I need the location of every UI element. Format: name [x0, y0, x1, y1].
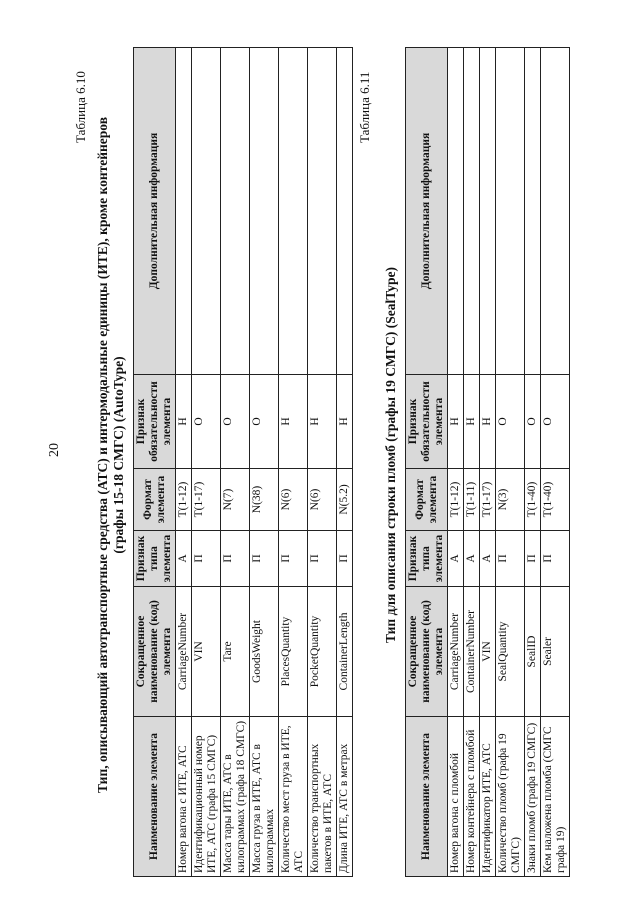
- table2-cell: ContainerNumber: [464, 587, 480, 717]
- table1-cell: О: [192, 375, 221, 469]
- table1-cell: О: [221, 375, 250, 469]
- table1-cell: GoodsWeight: [250, 587, 279, 717]
- table2-cell: А: [448, 531, 464, 587]
- table1-row: [221, 48, 250, 877]
- table2-cell: T(1-11): [464, 469, 480, 531]
- table2-row: [541, 48, 570, 877]
- table2-cell: Н: [448, 375, 464, 469]
- table2-cell: А: [480, 531, 496, 587]
- table2-cell: П: [541, 531, 570, 587]
- table1-cell: П: [337, 531, 353, 587]
- table1-cell: CarriageNumber: [176, 587, 192, 717]
- table2-cell: SealQuantity: [496, 587, 525, 717]
- table1-header-row: [134, 48, 176, 877]
- table2-cell: Sealer: [541, 587, 570, 717]
- table1-cell: N(6): [279, 469, 308, 531]
- table2-cell: [464, 48, 480, 375]
- table1-header-cell: Наименование элемента: [134, 717, 176, 877]
- table1-cell: Длина ИТЕ, АТС в метрах: [337, 717, 353, 877]
- table1-cell: Идентификационный номер ИТЕ, АТС (графа 15 СМГС): [192, 717, 221, 877]
- table1-cell: [308, 48, 337, 375]
- table1-cell: [192, 48, 221, 375]
- table1-cell: ContainerLength: [337, 587, 353, 717]
- table2-header-row: [406, 48, 448, 877]
- table2-cell: Кем наложена пломба (СМГС графа 19): [541, 717, 570, 877]
- table2-cell: П: [525, 531, 541, 587]
- table2-cell: Знаки пломб (графа 19 СМГС): [525, 717, 541, 877]
- table1-title: Тип, описывающий автотранспортные средства (АТС) и интермодальные единицы (ИТЕ), кроме контейнеров (графы 15-18 СМГС) (AutoType): [95, 117, 126, 793]
- table2-header-cell: Формат элемента: [406, 469, 448, 531]
- table1-row: [279, 48, 308, 877]
- table1-cell: N(6): [308, 469, 337, 531]
- table2-cell: T(1-17): [480, 469, 496, 531]
- table2-cell: [525, 48, 541, 375]
- table1-header-cell: Формат элемента: [134, 469, 176, 531]
- table2-cell: П: [496, 531, 525, 587]
- table1-cell: [279, 48, 308, 375]
- table1-cell: T(1-17): [192, 469, 221, 531]
- table2-cell: О: [541, 375, 570, 469]
- table2-row: [525, 48, 541, 877]
- table2-cell: CarriageNumber: [448, 587, 464, 717]
- table1-cell: Масса тары ИТЕ, АТС в килограммах (графа 18 СМГС): [221, 717, 250, 877]
- table2-row: [480, 48, 496, 877]
- table2-header-cell: Сокращенное наименование (код) элемента: [406, 587, 448, 717]
- table1-cell: [250, 48, 279, 375]
- table1-cell: Номер вагона с ИТЕ, АТС: [176, 717, 192, 877]
- table1-cell: О: [250, 375, 279, 469]
- table1-cell: Н: [279, 375, 308, 469]
- table2-cell: [448, 48, 464, 375]
- table1-header-cell: Сокращенное наименование (код) элемента: [134, 587, 176, 717]
- table2-header-cell: Признак типа элемента: [406, 531, 448, 587]
- table1-cell: Количество транспортных пакетов в ИТЕ, АТС: [308, 717, 337, 877]
- table2-cell: Н: [480, 375, 496, 469]
- table2-cell: Н: [464, 375, 480, 469]
- table1-cell: [337, 48, 353, 375]
- table1-cell: П: [279, 531, 308, 587]
- table1-cell: Tare: [221, 587, 250, 717]
- table1-cell: PocketQuantity: [308, 587, 337, 717]
- table2-cell: T(1-40): [541, 469, 570, 531]
- table1-cell: [221, 48, 250, 375]
- table1-cell: N(7): [221, 469, 250, 531]
- table2-cell: О: [525, 375, 541, 469]
- table1-cell: N(5.2): [337, 469, 353, 531]
- table1-cell: Масса груза в ИТЕ, АТС в килограммах: [250, 717, 279, 877]
- table2-cell: [480, 48, 496, 375]
- table1-cell: PlacesQuantity: [279, 587, 308, 717]
- table1-cell: N(38): [250, 469, 279, 531]
- table1-cell: VIN: [192, 587, 221, 717]
- table1: [133, 47, 353, 877]
- table2-cell: Номер вагона с пломбой: [448, 717, 464, 877]
- table1-label: Таблица 6.10: [73, 71, 88, 143]
- table2-title: Тип для описания строки пломб (графы 19 СМГС) (SealType): [383, 266, 398, 644]
- table2-cell: Количество пломб (графа 19 СМГС): [496, 717, 525, 877]
- table2-row: [464, 48, 480, 877]
- table1-cell: Н: [337, 375, 353, 469]
- table2: [405, 47, 570, 877]
- table2-header-cell: Дополнительная информация: [406, 48, 448, 375]
- table2-cell: T(1-40): [525, 469, 541, 531]
- table1-header-cell: Признак типа элемента: [134, 531, 176, 587]
- rotated-page-content: [67, 15, 627, 895]
- table2-cell: А: [464, 531, 480, 587]
- table2-cell: [496, 48, 525, 375]
- table1-header-cell: Признак обязательности элемента: [134, 375, 176, 469]
- table1-row: [337, 48, 353, 877]
- table1-header-cell: Дополнительная информация: [134, 48, 176, 375]
- table2-header-cell: Признак обязательности элемента: [406, 375, 448, 469]
- table1-row: [308, 48, 337, 877]
- table2-cell: О: [496, 375, 525, 469]
- table2-label: Таблица 6.11: [357, 71, 372, 143]
- table1-cell: П: [250, 531, 279, 587]
- table2-row: [448, 48, 464, 877]
- table2-cell: Идентификатор ИТЕ, АТС: [480, 717, 496, 877]
- table1-cell: T(1-12): [176, 469, 192, 531]
- table1-cell: Н: [176, 375, 192, 469]
- table1-cell: П: [308, 531, 337, 587]
- table2-cell: T(1-12): [448, 469, 464, 531]
- table2-row: [496, 48, 525, 877]
- page-number: 20: [47, 443, 62, 457]
- table1-cell: П: [221, 531, 250, 587]
- table2-header-cell: Наименование элемента: [406, 717, 448, 877]
- table1-cell: [176, 48, 192, 375]
- table1-row: [192, 48, 221, 877]
- table1-cell: Количество мест груза в ИТЕ, АТС: [279, 717, 308, 877]
- table1-cell: П: [192, 531, 221, 587]
- table1-cell: Н: [308, 375, 337, 469]
- table2-cell: N(3): [496, 469, 525, 531]
- table2-cell: VIN: [480, 587, 496, 717]
- table1-row: [250, 48, 279, 877]
- table1-row: [176, 48, 192, 877]
- table2-cell: Номер контейнера с пломбой: [464, 717, 480, 877]
- table2-cell: SealID: [525, 587, 541, 717]
- table1-cell: А: [176, 531, 192, 587]
- table2-cell: [541, 48, 570, 375]
